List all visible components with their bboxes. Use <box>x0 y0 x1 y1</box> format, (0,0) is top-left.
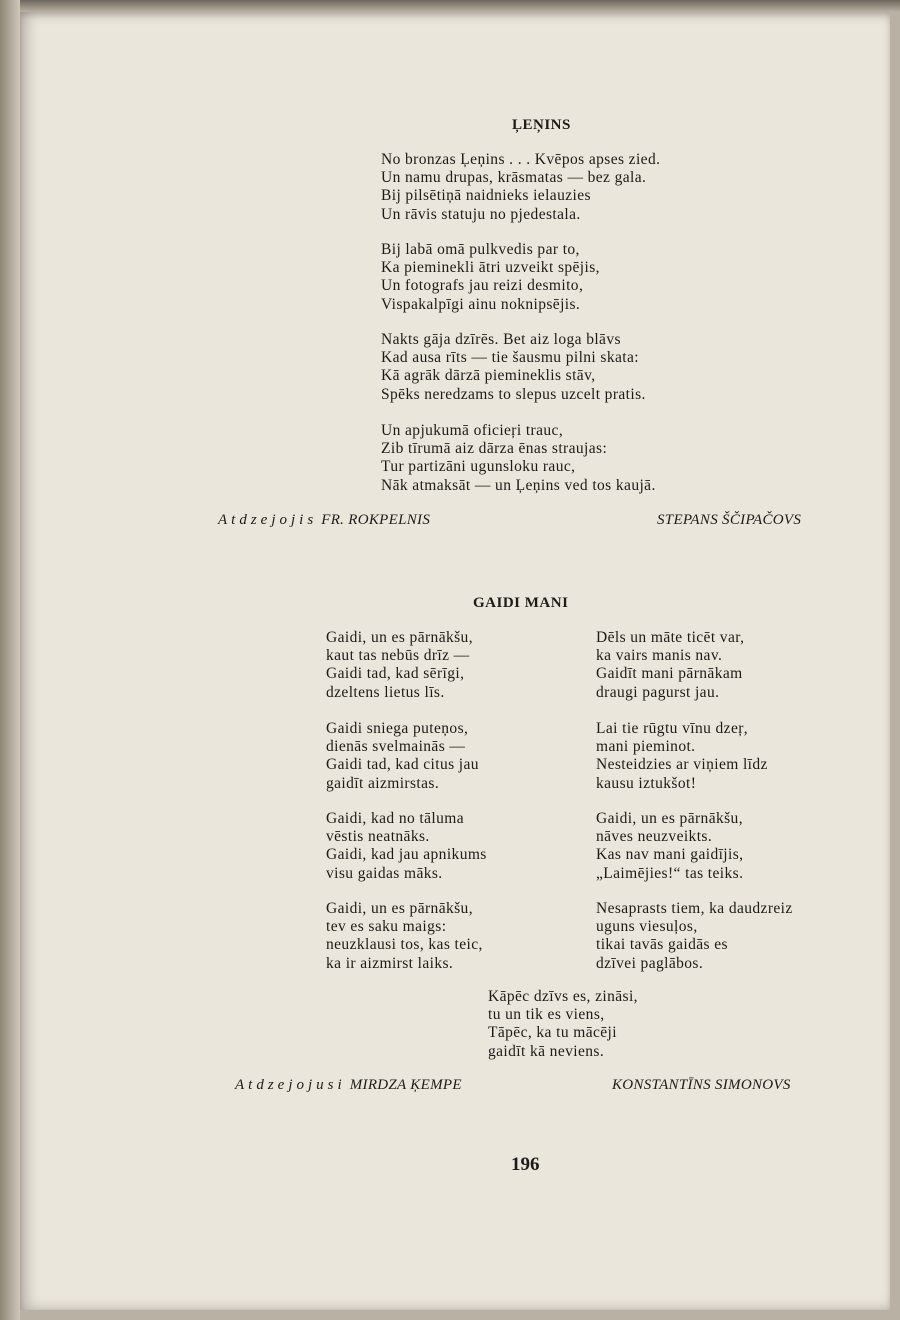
poem-line: kausu iztukšot! <box>596 774 697 792</box>
poem-line: Gaidi, kad no tāluma <box>326 810 464 827</box>
poem2-left-stanza-4 <box>326 900 483 973</box>
poem-author-2: KONSTANTĪNS SIMONOVS <box>612 1077 791 1093</box>
poem-line: dzeltens lietus līs. <box>326 683 445 701</box>
poem-line: Spēks neredzams to slepus uzcelt pratis. <box>381 385 646 403</box>
poem-line: tikai tavās gaidās es <box>596 936 728 954</box>
poem-line: Nāk atmaksāt — un Ļeņins ved tos kaujā. <box>381 476 656 494</box>
poem-line: „Laimējies!“ tas teiks. <box>596 864 744 882</box>
poem-line: Bij labā omā pulkvedis par to, <box>381 241 580 258</box>
poem-line: Lai tie rūgtu vīnu dzeŗ, <box>596 720 749 737</box>
poem-line: Tāpēc, ka tu mācēji <box>488 1024 617 1042</box>
poem-line: ka ir aizmirst laiks. <box>326 954 454 972</box>
poem-line: mani pieminot. <box>596 738 696 756</box>
poem2-final-stanza <box>488 988 638 1061</box>
poem-line: Ka pieminekli ātri uzveikt spējis, <box>381 259 600 277</box>
poem-line: Nesaprasts tiem, ka daudzreiz <box>596 900 793 917</box>
poem-line: tu un tik es viens, <box>488 1006 605 1024</box>
poem2-right-stanza-2 <box>596 720 768 793</box>
poem-line: tev es saku maigs: <box>326 918 447 936</box>
poem-line: Gaidi, un es pārnākšu, <box>326 900 473 917</box>
poem-line: uguns viesuļos, <box>596 918 698 936</box>
poem-line: Kā agrāk dārzā piemineklis stāv, <box>381 367 596 385</box>
poem-line: vēstis neatnāks. <box>326 828 430 846</box>
poem-line: Kad ausa rīts — tie šausmu pilni skata: <box>381 349 639 367</box>
book-binding <box>0 0 20 1320</box>
poem-line: Gaidi sniega puteņos, <box>326 720 469 737</box>
poem-line: gaidīt aizmirstas. <box>326 774 440 792</box>
poem2-left-stanza-2 <box>326 720 479 793</box>
poem-line: Nakts gāja dzīrēs. Bet aiz loga blāvs <box>381 331 621 348</box>
poem2-right-stanza-1 <box>596 629 744 702</box>
poem-line: Vispakalpīgi ainu noknipsējis. <box>381 295 581 313</box>
poem2-left-stanza-1 <box>326 629 473 702</box>
poem1-stanza-2 <box>381 241 600 314</box>
poem1-stanza-4 <box>381 422 656 495</box>
poem-line: Gaidi, kad jau apnikums <box>326 846 487 864</box>
poem-line: Gaidi tad, kad citus jau <box>326 756 479 774</box>
translator-credit-1 <box>218 512 430 529</box>
poem-line: ka vairs manis nav. <box>596 647 723 665</box>
poem1-stanza-1 <box>381 151 660 224</box>
poem-line: neuzklausi tos, kas teic, <box>326 936 483 954</box>
page-number: 196 <box>511 1154 540 1175</box>
poem-line: kaut tas nebūs drīz — <box>326 647 470 665</box>
poem-line: Nesteidzies ar viņiem līdz <box>596 756 768 774</box>
poem-line: Dēls un māte ticēt var, <box>596 629 745 646</box>
poem-line: Kas nav mani gaidījis, <box>596 846 744 864</box>
poem-line: Un apjukumā oficieŗi trauc, <box>381 422 564 439</box>
poem-line: Un fotografs jau reizi desmito, <box>381 277 584 295</box>
poem2-right-stanza-4 <box>596 900 793 973</box>
poem2-left-stanza-3 <box>326 810 487 883</box>
poem-line: Gaidi, un es pārnākšu, <box>326 629 473 646</box>
translator-name: MIRDZA ĶEMPE <box>349 1077 462 1093</box>
poem-title-gaidi-mani: GAIDI MANI <box>473 595 569 611</box>
poem-line: Gaidīt mani pārnākam <box>596 665 743 683</box>
poem1-stanza-3 <box>381 331 646 404</box>
poem2-right-stanza-3 <box>596 810 743 883</box>
poem-line: Tur partizāni ugunsloku rauc, <box>381 458 576 476</box>
page-top-edge <box>20 0 900 12</box>
poem-line: gaidīt kā neviens. <box>488 1042 605 1060</box>
poem-line: Kāpēc dzīvs es, zināsi, <box>488 988 638 1005</box>
poem-line: Bij pilsētiņā naidnieks ielauzies <box>381 187 591 205</box>
poem-line: Gaidi tad, kad sērīgi, <box>326 665 465 683</box>
translator-name: FR. ROKPELNIS <box>321 512 431 528</box>
translator-credit-2 <box>235 1077 462 1094</box>
poem-line: nāves neuzveikts. <box>596 828 713 846</box>
poem-line: dzīvei paglābos. <box>596 954 704 972</box>
poem-line: dienās svelmainās — <box>326 738 466 756</box>
translator-prefix: Atdzejojusi <box>235 1077 346 1093</box>
poem-line: Un namu drupas, krāsmatas — bez gala. <box>381 169 647 187</box>
poem-author-1: STEPANS ŠČIPAČOVS <box>657 512 802 528</box>
poem-line: Zib tīrumā aiz dārza ēnas straujas: <box>381 440 608 458</box>
poem-line: Un rāvis statuju no pjedestala. <box>381 205 581 223</box>
poem-line: No bronzas Ļeņins . . . Kvēpos apses zied. <box>381 151 661 168</box>
poem-line: draugi pagurst jau. <box>596 683 720 701</box>
poem-line: visu gaidas māks. <box>326 864 443 882</box>
poem-line: Gaidi, un es pārnākšu, <box>596 810 743 827</box>
poem-title-lenins: ĻEŅINS <box>512 117 571 133</box>
translator-prefix: Atdzejojis <box>218 512 318 528</box>
